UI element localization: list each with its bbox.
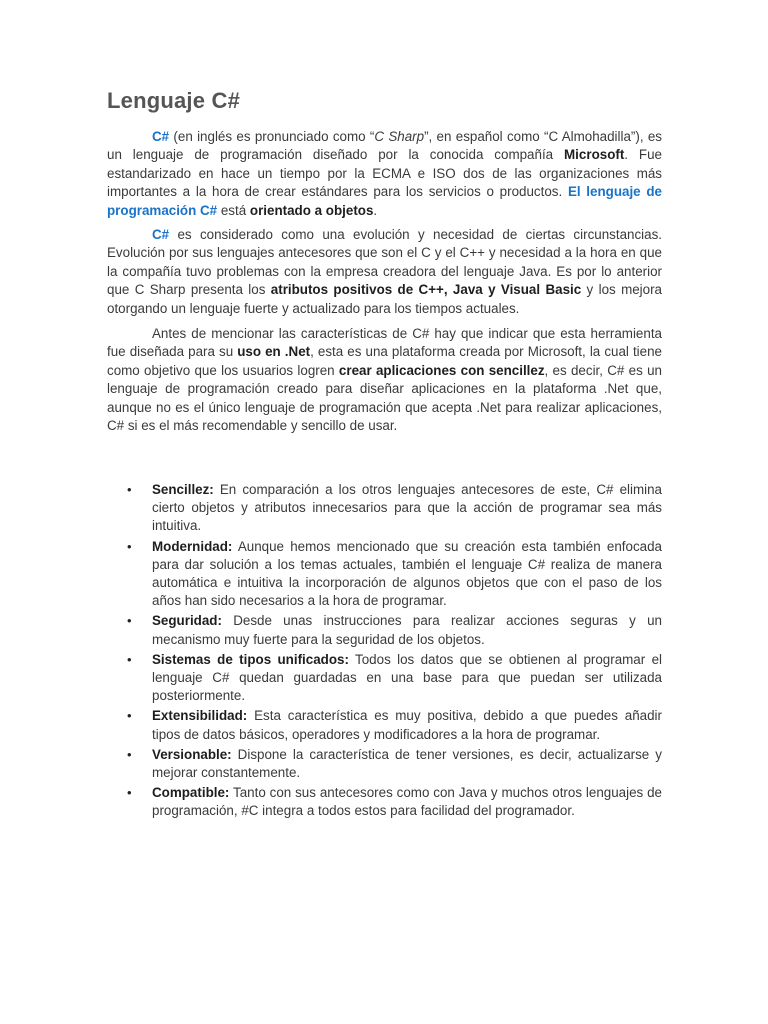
feature-term: Seguridad: (152, 613, 222, 629)
text-run: y los mejora otorgando un lenguaje fuerte y actualizado para los tiempos actuales. (107, 282, 663, 316)
list-item (125, 746, 662, 782)
text-run: . (373, 202, 378, 218)
bullet-icon: • (127, 482, 132, 497)
feature-term: Sencillez: (152, 482, 214, 497)
text-run: , es decir, C# es un lenguaje de programación creado para diseñar aplicaciones en la plataforma .Net que, aunque no es el único lenguaje de programación que acepta .Net para realizar aplicaciones, C# si es el más recomendable y sencillo de usar. (107, 362, 662, 434)
list-item (125, 481, 662, 536)
text-run: está (217, 202, 250, 218)
bold-term: crear aplicaciones con sencillez (338, 362, 545, 378)
text-run: es considerado como una evolución y necesidad de ciertas circunstancias. Evolución por sus lenguajes antecesores que son el C y el C++ y necesidad a la hora en que la compañía tuvo problemas con la empresa creadora del lenguaje Java. Es por lo anterior que C Sharp presenta los (107, 227, 662, 298)
list-item (125, 612, 662, 648)
csharp-link[interactable]: C# (152, 227, 170, 242)
bold-term: Microsoft (564, 147, 625, 163)
text-run: (en inglés es pronunciado como “ (169, 129, 375, 144)
list-item (125, 707, 662, 743)
page-title: Lenguaje C# (107, 88, 241, 113)
csharp-link[interactable]: C# (152, 129, 170, 144)
evolution-paragraph (107, 226, 662, 318)
feature-text: Todos los datos que se obtienen al programar el lenguaje C# quedan guardadas en una base para que puedan ser utilizada posteriormente. (152, 651, 662, 704)
italic-term: C Sharp (374, 129, 425, 144)
feature-text: Esta característica es muy positiva, debido a que puedes añadir tipos de datos básicos, operadores y modificadores a la hora de programar. (152, 708, 662, 742)
bullet-icon: • (127, 538, 132, 554)
bullet-icon: • (127, 651, 132, 667)
bold-term: uso en .Net (237, 344, 311, 360)
intro-paragraph (107, 128, 662, 220)
feature-text: Desde unas instrucciones para realizar acciones seguras y un mecanismo muy fuerte para la seguridad de los objetos. (152, 613, 662, 647)
list-item (125, 651, 662, 706)
feature-term: Compatible: (152, 785, 230, 801)
bullet-icon: • (127, 613, 132, 629)
text-run: ”, en español como “C Almohadilla”), es un lenguaje de programación diseñado por la conocida compañía (107, 129, 663, 163)
feature-term: Versionable: (152, 746, 232, 762)
dotnet-paragraph (107, 325, 662, 435)
bold-term: orientado a objetos (249, 202, 374, 218)
text-run: Antes de mencionar las características de C# hay que indicar que esta herramienta fue diseñada para su (107, 326, 662, 360)
bullet-icon: • (127, 708, 132, 724)
programming-language-link[interactable]: El lenguaje de programación C# (107, 184, 662, 218)
feature-term: Extensibilidad: (152, 708, 248, 724)
bullet-icon: • (127, 785, 132, 801)
feature-term: Sistemas de tipos unificados: (152, 651, 349, 667)
text-run: , esta es una plataforma creada por Microsoft, la cual tiene como objetivo que los usuarios logren (107, 344, 663, 378)
list-item (125, 784, 662, 820)
feature-term: Modernidad: (152, 538, 233, 554)
bold-term: atributos positivos de C++, Java y Visual Basic (270, 282, 582, 298)
bullet-icon: • (127, 746, 132, 762)
feature-text: En comparación a los otros lenguajes antecesores de este, C# elimina cierto objetos y atributos innecesarios para que la acción de programar sea más intuitiva. (152, 482, 662, 534)
features-list (125, 481, 662, 823)
text-run: . Fue estandarizado en hace un tiempo por la ECMA e ISO dos de las organizaciones más importantes a la hora de crear estándares para los servicios o productos. (107, 147, 663, 200)
list-item (125, 538, 662, 611)
feature-text: Dispone la característica de tener versiones, es decir, actualizarse y mejorar constantemente. (152, 746, 662, 781)
feature-text: Aunque hemos mencionado que su creación esta también enfocada para dar solución a los temas actuales, también el lenguaje C# realiza de manera automática e intuitiva la incorporación de algunos objetos que con el paso de los años han sido necesarios a la hora de programar. (152, 538, 662, 609)
feature-text: Tanto con sus antecesores como con Java y muchos otros lenguajes de programación, #C integra a todos estos para facilidad del programador. (152, 785, 662, 819)
